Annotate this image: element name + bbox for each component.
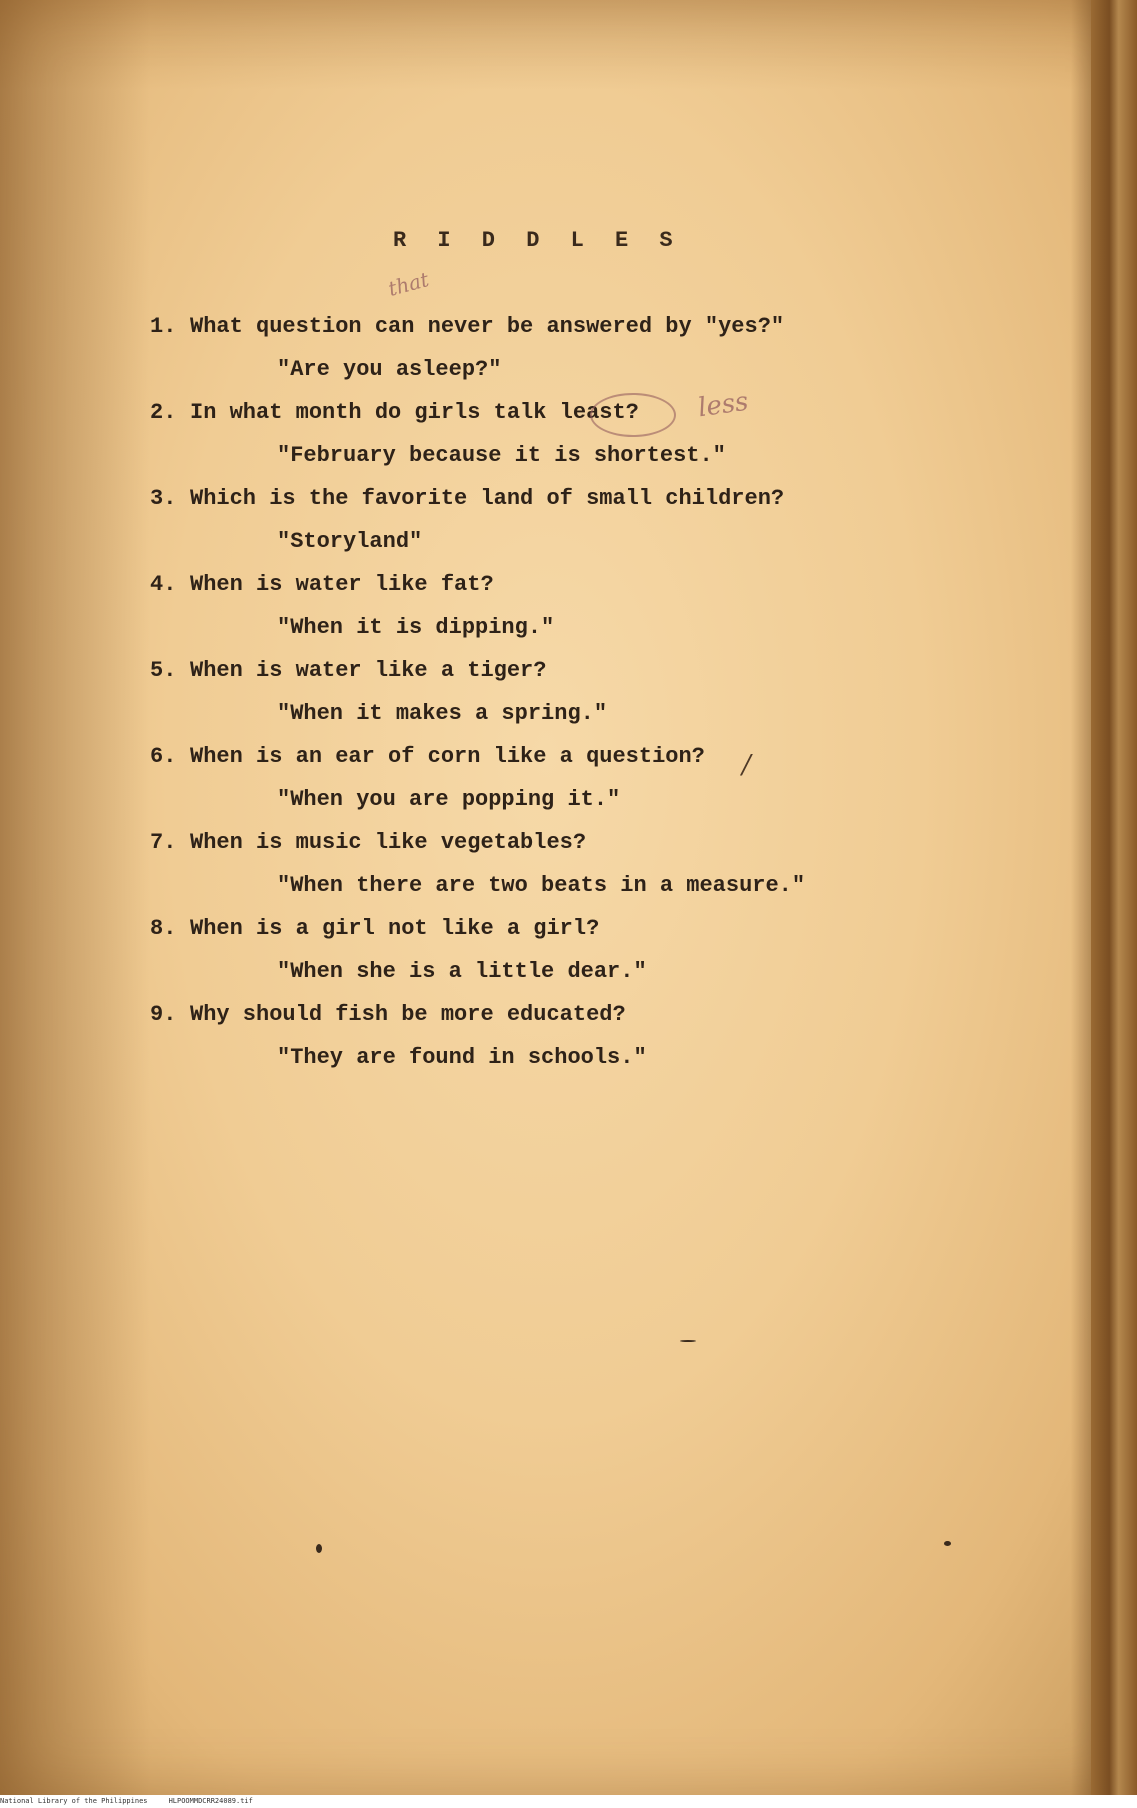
riddle-item <box>150 477 1030 563</box>
left-shadow <box>0 0 150 1795</box>
ink-speck <box>944 1541 951 1546</box>
riddle-question: When is water like fat? <box>190 572 494 597</box>
riddle-answer: "When it is dipping." <box>277 615 555 640</box>
riddle-number: 8. <box>150 916 177 941</box>
riddle-question: When is water like a tiger? <box>190 658 547 683</box>
riddle-question: Why should fish be more educated? <box>190 1002 626 1027</box>
riddle-answer: "When she is a little dear." <box>277 959 647 984</box>
riddle-question-line <box>150 907 1030 950</box>
riddle-question: When is a girl not like a girl? <box>190 916 600 941</box>
pencil-circle-least <box>590 393 676 437</box>
riddle-number: 1. <box>150 314 177 339</box>
riddle-answer: "Are you asleep?" <box>277 357 502 382</box>
riddle-answer: "February because it is shortest." <box>277 443 726 468</box>
riddle-question-line <box>150 735 1030 778</box>
riddle-number: 9. <box>150 1002 177 1027</box>
riddle-number: 2. <box>150 400 177 425</box>
riddle-number: 3. <box>150 486 177 511</box>
pencil-note-less: less <box>696 386 751 424</box>
riddle-list <box>150 305 1030 1079</box>
riddle-item <box>150 391 1030 477</box>
riddle-number: 5. <box>150 658 177 683</box>
riddle-answer: "When there are two beats in a measure." <box>277 873 806 898</box>
riddle-question-line <box>150 821 1030 864</box>
riddle-answer: "When you are popping it." <box>277 787 621 812</box>
riddle-question-line <box>150 563 1030 606</box>
riddle-number: 4. <box>150 572 177 597</box>
riddle-question-line <box>150 477 1030 520</box>
riddle-question: When is an ear of corn like a question? <box>190 744 705 769</box>
riddle-question-line <box>150 305 1030 348</box>
pencil-check-mark: / <box>742 750 751 780</box>
riddle-item <box>150 735 1030 821</box>
riddle-item <box>150 993 1030 1079</box>
riddle-item <box>150 649 1030 735</box>
page-title: R I D D L E S <box>393 228 682 253</box>
riddle-item <box>150 563 1030 649</box>
riddle-question: What question can never be answered by "yes?" <box>190 314 785 339</box>
riddle-answer: "When it makes a spring." <box>277 701 608 726</box>
riddle-answer: "Storyland" <box>277 529 423 554</box>
riddle-question-line <box>150 993 1030 1036</box>
riddle-question: Which is the favorite land of small children? <box>190 486 785 511</box>
book-edge <box>1091 0 1137 1795</box>
top-shadow <box>0 0 1137 90</box>
riddle-answer: "They are found in schools." <box>277 1045 647 1070</box>
riddle-item <box>150 907 1030 993</box>
riddle-question: In what month do girls talk least? <box>190 400 639 425</box>
riddle-question-line <box>150 649 1030 692</box>
ink-speck <box>680 1340 696 1342</box>
riddle-number: 6. <box>150 744 177 769</box>
page-curl-shadow <box>1071 0 1091 1795</box>
riddle-item <box>150 305 1030 391</box>
scan-footer: National Library of the Philippines HLPOOMMDCRR24089.tif <box>0 1797 253 1805</box>
ink-speck <box>316 1544 322 1553</box>
riddle-number: 7. <box>150 830 177 855</box>
pencil-note-that: that <box>385 267 432 301</box>
riddle-question: When is music like vegetables? <box>190 830 587 855</box>
riddle-item <box>150 821 1030 907</box>
